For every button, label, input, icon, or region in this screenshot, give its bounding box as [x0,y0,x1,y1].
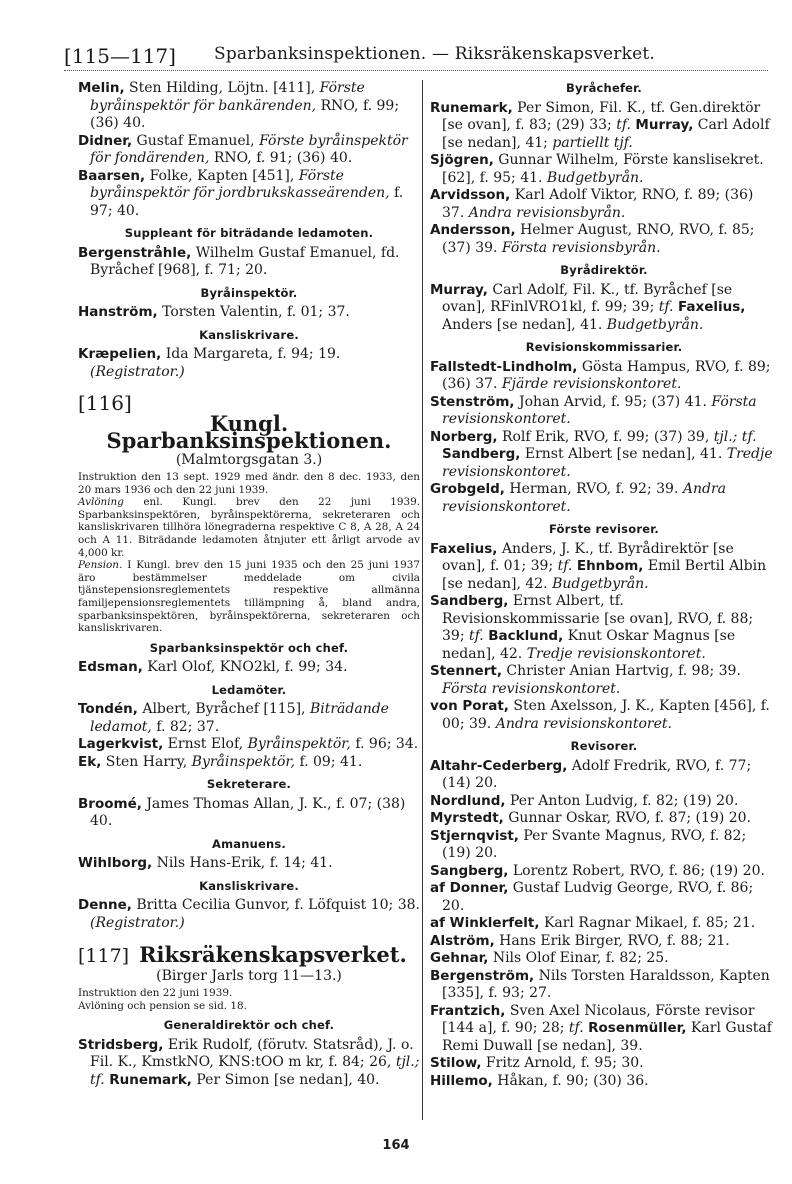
list-item: Hillemo, Håkan, f. 90; (30) 36. [430,1072,649,1089]
list-item: Andersson, Helmer August, RNO, RVO, f. 85; (37) 39. Första revisionsbyrån. [430,222,755,256]
section-address-117: (Birger Jarls torg 11—13.) [156,967,342,984]
list-item: Didner, Gustaf Emanuel, Förste byråinspektör för fondärenden, RNO, f. 91; (36) 40. [78,132,408,166]
section-title-116: Kungl. Sparbanksinspektionen. [106,410,392,453]
instruction-note-117: Instruktion den 22 juni 1939. [78,987,233,1000]
list-item: Sangberg, Lorentz Robert, RVO, f. 86; (19) 20. [430,862,765,879]
section-range: [115—117] [64,44,176,68]
list-item: von Porat, Sten Axelsson, J. K., Kapten [456], f. 00; 39. Andra revisionskontoret. [430,698,770,732]
heading-suppleant: Suppleant för biträdande ledamoten. [124,226,374,240]
heading-kansliskrivare-2: Kansliskrivare. [199,878,299,893]
page-header [64,40,764,70]
list-item: Nordlund, Per Anton Ludvig, f. 82; (19) 20. [430,792,739,809]
list-item: Melin, Sten Hilding, Löjtn. [411], Förste byråinspektör för bankärenden, RNO, f. 99; (36) 40. [78,80,400,131]
list-item: Hanström, Torsten Valentin, f. 01; 37. [78,304,350,320]
list-item: af Donner, Gustaf Ludvig George, RVO, f. 86; 20. [430,880,754,914]
list-item: Sjögren, Gunnar Wilhelm, Förste kanslisekret. [62], f. 95; 41. Budgetbyrån. [430,152,764,186]
list-item: Arvidsson, Karl Adolf Viktor, RNO, f. 89; (36) 37. Andra revisionsbyrån. [430,187,754,221]
heading-revisionskommissarier: Revisionskommissarier. [525,340,683,354]
heading-generaldirektor: Generaldirektör och chef. [163,1018,335,1033]
list-item: af Winklerfelt, Karl Ragnar Mikael, f. 85; 21. [430,915,756,931]
pension-note: Pension. I Kungl. brev den 15 juni 1935 och den 25 juni 1937 äro bestämmelser meddelade om civila tjänstepensionsreglementets respektive allmänna familjepensionsreglementets tillämpning å, bland andra, sparbanksinspektören, byråinspektörerna, sekreteraren och kansliskrivaren. [78,559,420,635]
list-item: Broomé, James Thomas Allan, J. K., f. 07; (38) 40. [78,795,406,830]
list-item: Sandberg, Ernst Albert, tf. Revisionskommissarie [se ovan], RVO, f. 88; 39; tf. Backlund, Knut Oskar Magnus [se nedan], 42. Tredje revisionskontoret. [430,593,754,662]
list-item: Gehnar, Nils Olof Einar, f. 82; 25. [430,950,669,966]
list-item: Lagerkvist, Ernst Elof, Byråinspektör, f. 96; 34. [78,736,419,753]
heading-ledamoter: Ledamöter. [211,682,287,697]
list-item: Murray, Carl Adolf, Fil. K., tf. Byråchef [se ovan], RFinlVRO1kl, f. 99; 39; tf. Faxelius, Anders [se nedan], 41. Budgetbyrån. [430,281,746,333]
section-address-116: (Malmtorgsgatan 3.) [175,451,323,468]
heading-revisorer: Revisorer. [570,739,638,753]
list-item: Wihlborg, Nils Hans-Erik, f. 14; 41. [78,855,333,872]
header-divider [64,70,768,71]
list-item: Stenström, Johan Arvid, f. 95; (37) 41. Första revisionskontoret. [430,393,757,427]
section-number-116: [116] [78,391,132,415]
heading-byradirektor: Byrådirektör. [560,263,648,277]
right-column [430,80,778,1090]
list-item: Stjernqvist, Per Svante Magnus, RVO, f. 82; (19) 20. [430,827,747,861]
heading-chef: Sparbanksinspektör och chef. [149,640,349,655]
list-item: Stridsberg, Erik Rudolf, (förutv. Statsråd), J. o. Fil. K., KmstkNO, KNS:tOO m kr, f. 84; 26, tjl.; tf. Runemark, Per Simon [se nedan], 40. [78,1036,420,1088]
salary-note: Avlöning enl. Kungl. brev den 22 juni 1939. Sparbanksinspektören, byråinspektörerna, sekreteraren och kansliskrivaren tillhöra lönegraderna respektive C 8, A 28, A 24 och A 11. Biträdande ledamoten åtnjuter ett årligt arvode av 4,000 kr. [78,496,420,559]
list-item: Frantzich, Sven Axel Nicolaus, Förste revisor [144 a], f. 90; 28; tf. Rosenmüller, Karl Gustaf Remi Duwall [se nedan], 39. [430,1002,772,1054]
list-item: Alström, Hans Erik Birger, RVO, f. 88; 21. [430,932,730,949]
heading-sekreterare: Sekreterare. [206,777,292,792]
heading-amanuens: Amanuens. [211,836,287,851]
list-item: Altahr-Cederberg, Adolf Fredrik, RVO, f. 77; (14) 20. [430,757,752,791]
instruction-note: Instruktion den 13 sept. 1929 med ändr. den 8 dec. 1933, den 20 mars 1936 och den 22 juni 1939. [78,471,420,496]
list-item: Stilow, Fritz Arnold, f. 95; 30. [430,1055,644,1071]
section-title-117: [117] Riksräkenskapsverket. [78,942,407,968]
list-item: Faxelius, Anders, J. K., tf. Byrådirektör [se ovan], f. 01; 39; tf. Ehnbom, Emil Bertil Albin [se nedan], 42. Budgetbyrån. [430,540,767,592]
left-column [78,80,420,1089]
heading-kansliskrivare: Kansliskrivare. [199,327,299,342]
list-item: Bergenstråhle, Wilhelm Gustaf Emanuel, fd. Byråchef [968], f. 71; 20. [78,244,400,278]
list-item: Myrstedt, Gunnar Oskar, RVO, f. 87; (19) 20. [430,810,752,826]
list-item: Kræpelien, Ida Margareta, f. 94; 19. (Registrator.) [78,346,341,380]
list-item: Grobgeld, Herman, RVO, f. 92; 39. Andra revisionskontoret. [430,481,726,515]
list-item: Bergenström, Nils Torsten Haraldsson, Kapten [335], f. 93; 27. [430,967,770,1001]
list-item: Edsman, Karl Olof, KNO2kl, f. 99; 34. [78,659,348,676]
list-item: Ek, Sten Harry, Byråinspektör, f. 09; 41. [78,753,363,770]
column-divider [422,80,423,1120]
salary-note-117: Avlöning och pension se sid. 18. [78,999,247,1012]
heading-byrainspektor: Byråinspektör. [200,285,298,300]
page-number: 164 [382,1138,410,1153]
list-item: Baarsen, Folke, Kapten [451], Förste byråinspektör för jordbrukskasseärenden, f. 97; 40. [78,167,404,219]
list-item: Runemark, Per Simon, Fil. K., tf. Gen.direktör [se ovan], f. 83; (29) 33; tf. Murray, Carl Adolf [se nedan], 41; partiellt tjf. [430,99,770,151]
list-item: Denne, Britta Cecilia Gunvor, f. Löfquist 10; 38. (Registrator.) [78,897,420,931]
running-title: Sparbanksinspektionen. — Riksräkenskapsverket. [214,44,655,64]
heading-forste-revisorer: Förste revisorer. [548,522,660,536]
heading-byrachefer: Byråchefer. [566,81,642,95]
list-item: Norberg, Rolf Erik, RVO, f. 99; (37) 39, tjl.; tf. Sandberg, Ernst Albert [se nedan], 41. Tredje revisionskontoret. [430,428,773,480]
list-item: Fallstedt-Lindholm, Gösta Hampus, RVO, f. 89; (36) 37. Fjärde revisionskontoret. [430,358,771,392]
list-item: Stennert, Christer Anian Hartvig, f. 98; 39. Första revisionskontoret. [430,663,741,697]
list-item: Tondén, Albert, Byråchef [115], Biträdande ledamot, f. 82; 37. [78,701,389,735]
